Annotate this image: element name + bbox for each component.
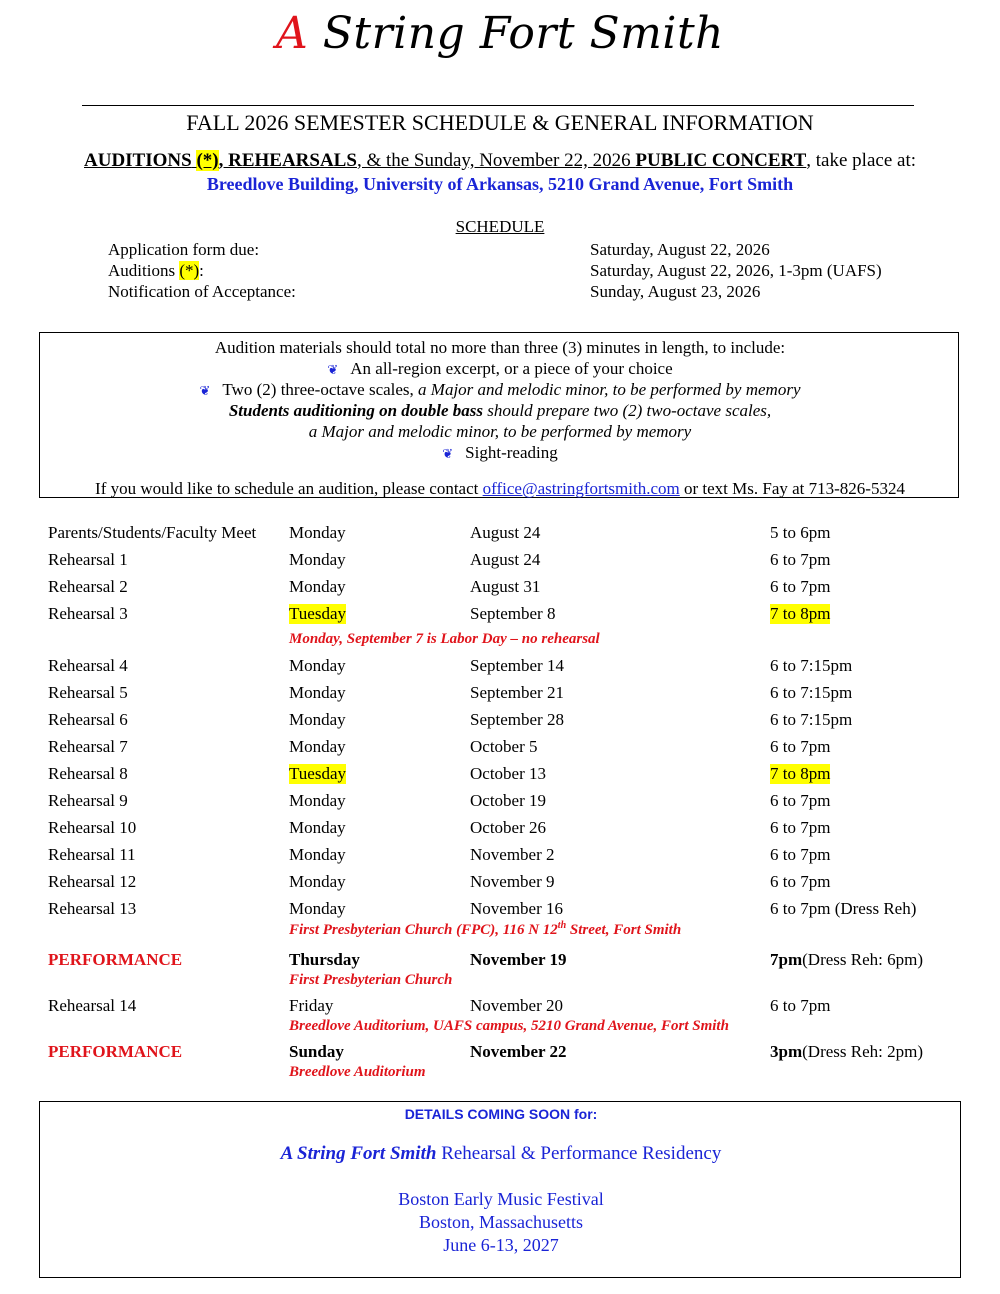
schedule-row (108, 261, 928, 282)
email-link[interactable]: office@astringfortsmith.com (482, 479, 680, 498)
event-date: September 14 (470, 656, 564, 675)
table-row (48, 550, 968, 574)
event-day: Friday (289, 996, 334, 1015)
schedule-label: Application form due: (108, 240, 260, 259)
schedule-value: Saturday, August 22, 2026 (590, 240, 770, 259)
event-time: 6 to 7pm (770, 996, 831, 1015)
event-day: Monday (289, 845, 346, 864)
breedlove-note: Breedlove Auditorium (289, 1064, 426, 1080)
event-date: November 19 (470, 950, 567, 969)
requirement-item (40, 380, 960, 400)
requirement-text: Sight-reading (465, 443, 558, 462)
event-day: Monday (289, 656, 346, 675)
time-rest: (Dress Reh: 2pm) (802, 1042, 923, 1061)
labor-day-note: Monday, September 7 is Labor Day – no rehearsal (289, 631, 600, 647)
bass-bold: Students auditioning on double bass (228, 401, 483, 420)
table-row (48, 872, 968, 896)
event-day: Monday (289, 872, 346, 891)
event-time: 6 to 7:15pm (770, 683, 853, 702)
event-date: August 24 (470, 523, 541, 542)
document-title (0, 8, 1000, 59)
table-row (48, 523, 968, 547)
event-date: September 28 (470, 710, 564, 729)
event-date: September 8 (470, 604, 556, 623)
table-row (48, 791, 968, 815)
event-date: October 13 (470, 764, 547, 783)
event-day: Monday (289, 683, 346, 702)
label-star: (*) (179, 261, 200, 280)
event-date: August 24 (470, 550, 541, 569)
event-day: Tuesday (289, 604, 346, 623)
event-name: Rehearsal 5 (48, 683, 128, 702)
venue-end: , take place at: (806, 150, 916, 171)
bass-requirement (40, 401, 960, 421)
schedule-label: Notification of Acceptance: (108, 282, 296, 301)
residency-italic: A String Fort Smith (280, 1143, 437, 1164)
event-name: Rehearsal 12 (48, 872, 137, 891)
event-name: Rehearsal 4 (48, 656, 128, 675)
event-name: Rehearsal 11 (48, 845, 136, 864)
event-name: Rehearsal 8 (48, 764, 128, 783)
table-row (48, 950, 968, 974)
auditions-label: AUDITIONS (84, 150, 192, 171)
event-time: 7 to 8pm (770, 604, 831, 623)
audition-requirements-box (39, 332, 959, 498)
event-day: Monday (289, 550, 346, 569)
event-time: 6 to 7pm (770, 791, 831, 810)
event-date: October 19 (470, 791, 547, 810)
event-day: Monday (289, 791, 346, 810)
contact-pre: If you would like to schedule an audition, please contact (95, 479, 483, 498)
festival-name: Boston Early Music Festival (398, 1189, 604, 1209)
event-time: 6 to 7pm (770, 577, 831, 596)
table-row (48, 845, 968, 869)
event-name: Rehearsal 1 (48, 550, 128, 569)
time-bold: 7pm (770, 950, 803, 969)
event-day: Monday (289, 899, 346, 918)
event-time: 5 to 6pm (770, 523, 831, 542)
event-day: Thursday (289, 950, 360, 969)
bullet-icon: ❦ (442, 446, 454, 461)
event-name: Rehearsal 7 (48, 737, 128, 756)
festival-dates: June 6-13, 2027 (443, 1235, 559, 1255)
event-name: Rehearsal 14 (48, 996, 137, 1015)
table-row (48, 656, 968, 680)
event-day: Sunday (289, 1042, 344, 1061)
event-name: PERFORMANCE (48, 1042, 183, 1061)
bullet-icon: ❦ (327, 362, 339, 377)
event-time: 7 to 8pm (770, 764, 831, 783)
event-date: November 2 (470, 845, 555, 864)
event-time (770, 1042, 923, 1062)
schedule-heading: SCHEDULE (455, 217, 545, 236)
event-day: Tuesday (289, 764, 346, 783)
event-date: August 31 (470, 577, 541, 596)
schedule-value: Sunday, August 23, 2026 (590, 282, 761, 301)
requirement-item (40, 359, 960, 379)
event-name: Rehearsal 3 (48, 604, 128, 623)
event-name: Rehearsal 9 (48, 791, 128, 810)
fpc-post: Street, Fort Smith (566, 922, 682, 938)
event-date: September 21 (470, 683, 564, 702)
contact-post: or text Ms. Fay at 713-826-5324 (679, 479, 905, 498)
event-time: 6 to 7pm (770, 818, 831, 837)
table-row (48, 710, 968, 734)
event-day: Monday (289, 710, 346, 729)
event-date: November 22 (470, 1042, 567, 1061)
schedule-row (108, 282, 928, 303)
label-text: Auditions (108, 261, 180, 280)
event-time: 6 to 7pm (770, 845, 831, 864)
breedlove-address-note: Breedlove Auditorium, UAFS campus, 5210 Grand Avenue, Fort Smith (289, 1018, 729, 1034)
schedule-value: Saturday, August 22, 2026, 1-3pm (UAFS) (590, 261, 882, 280)
event-name: Rehearsal 6 (48, 710, 128, 729)
table-row (48, 683, 968, 707)
event-time: 6 to 7pm (770, 872, 831, 891)
requirement-italic: a Major and melodic minor, to be performed by memory (418, 380, 801, 399)
event-name: Parents/Students/Faculty Meet (48, 523, 257, 542)
time-bold: 3pm (770, 1042, 803, 1061)
table-row (48, 737, 968, 761)
contact-line (40, 479, 960, 499)
requirement-item (40, 443, 960, 463)
event-time: 6 to 7pm (Dress Reh) (770, 899, 917, 918)
venue-address: Breedlove Building, University of Arkansas, 5210 Grand Avenue, Fort Smith (206, 174, 794, 194)
details-box (39, 1101, 961, 1278)
venue-intro (0, 150, 1000, 172)
time-rest: (Dress Reh: 6pm) (802, 950, 923, 969)
residency-rest: Rehearsal & Performance Residency (436, 1143, 722, 1164)
page-subtitle: FALL 2026 SEMESTER SCHEDULE & GENERAL INFORMATION (186, 110, 814, 135)
title-divider (82, 105, 914, 106)
fpc-sup: th (557, 920, 567, 931)
event-time: 6 to 7pm (770, 550, 831, 569)
schedule-label (108, 261, 204, 281)
label-end: : (199, 261, 204, 280)
event-name: Rehearsal 13 (48, 899, 137, 918)
event-name: Rehearsal 10 (48, 818, 137, 837)
rehearsals-label: , REHEARSALS (218, 150, 357, 171)
concert-label: PUBLIC CONCERT (635, 150, 807, 171)
event-date: October 26 (470, 818, 547, 837)
residency-line (40, 1143, 962, 1165)
table-row (48, 764, 968, 788)
bullet-icon: ❦ (199, 383, 211, 398)
table-row (48, 818, 968, 842)
auditions-star: (*) (196, 150, 219, 171)
event-day: Monday (289, 577, 346, 596)
festival-city: Boston, Massachusetts (419, 1212, 583, 1232)
bass-requirement-line2: a Major and melodic minor, to be performed by memory (308, 422, 692, 441)
table-row (48, 577, 968, 601)
event-day: Monday (289, 818, 346, 837)
event-name: PERFORMANCE (48, 950, 183, 969)
bass-rest: should prepare two (2) two-octave scales, (482, 401, 772, 420)
fpc-pre: First Presbyterian Church (FPC), 116 N 12 (289, 922, 558, 938)
title-text: String Fort Smith (308, 8, 724, 59)
event-date: November 9 (470, 872, 555, 891)
event-date: October 5 (470, 737, 538, 756)
audition-intro: Audition materials should total no more than three (3) minutes in length, to include: (214, 338, 786, 357)
venue-mid: , & the Sunday, November 22, 2026 (356, 150, 636, 171)
event-date: November 20 (470, 996, 564, 1015)
event-day: Monday (289, 523, 346, 542)
table-row (48, 996, 968, 1020)
table-row (48, 1042, 968, 1066)
details-heading: DETAILS COMING SOON for: (404, 1106, 598, 1122)
requirement-text: An all-region excerpt, or a piece of your choice (350, 359, 673, 378)
fpc-note: First Presbyterian Church (289, 972, 453, 988)
table-row (48, 604, 968, 628)
schedule-row (108, 240, 928, 261)
event-name: Rehearsal 2 (48, 577, 128, 596)
event-date: November 16 (470, 899, 564, 918)
event-day: Monday (289, 737, 346, 756)
event-time: 6 to 7pm (770, 737, 831, 756)
event-time (770, 950, 923, 970)
fpc-address-note (289, 920, 681, 939)
requirement-text: Two (2) three-octave scales, (222, 380, 419, 399)
title-letter-a: A (276, 8, 309, 59)
event-time: 6 to 7:15pm (770, 710, 853, 729)
event-time: 6 to 7:15pm (770, 656, 853, 675)
